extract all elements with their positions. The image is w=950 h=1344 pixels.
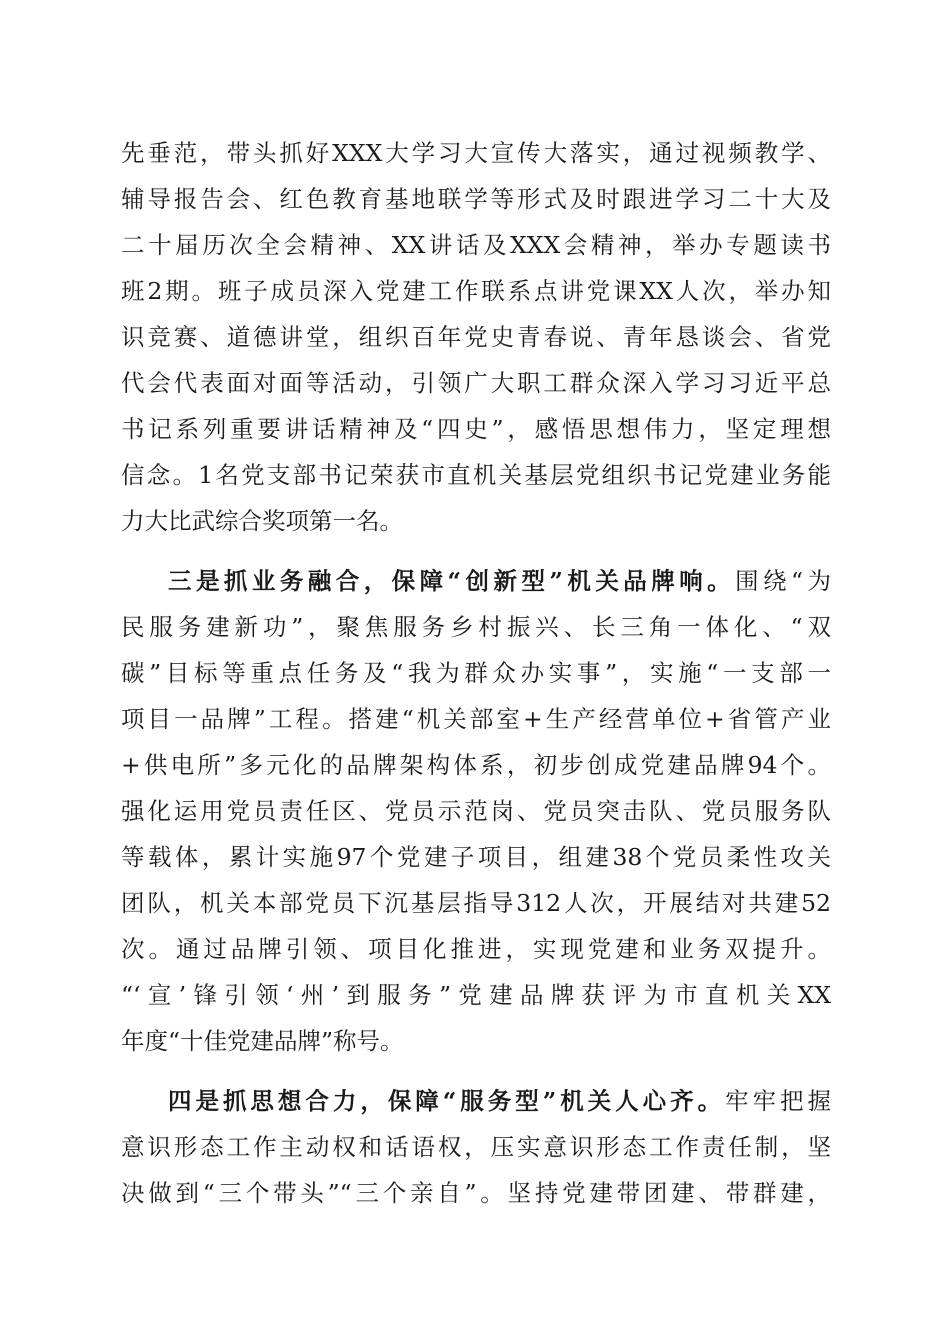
paragraph-2 bbox=[121, 558, 831, 1064]
paragraph-line: 年度“十佳党建品牌”称号。 bbox=[121, 1027, 404, 1055]
paragraph-line: 二十届历次全会精神、XX讲话及XXX会精神，举办专题读书 bbox=[121, 231, 831, 259]
paragraph-line: 辅导报告会、红色教育基地联学等形式及时跟进学习二十大及 bbox=[121, 185, 831, 213]
paragraph-line: 等载体，累计实施97个党建子项目，组建38个党员柔性攻关 bbox=[121, 843, 831, 871]
paragraph-line: 识竞赛、道德讲堂，组织百年党史青春说、青年恳谈会、省党 bbox=[121, 323, 831, 351]
document-body bbox=[121, 130, 831, 1216]
paragraph-line: 班2期。班子成员深入党建工作联系点讲党课XX人次，举办知 bbox=[121, 277, 831, 305]
paragraph-line: 民服务建新功”，聚焦服务乡村振兴、长三角一体化、“双 bbox=[121, 613, 831, 641]
paragraph-line: 次。通过品牌引领、项目化推进，实现党建和业务双提升。 bbox=[121, 935, 831, 963]
paragraph-1 bbox=[121, 130, 831, 544]
paragraph-line: 代会代表面对面等活动，引领广大职工群众深入学习习近平总 bbox=[121, 369, 831, 397]
paragraph-text: 围绕“为 bbox=[735, 567, 831, 595]
paragraph-line: 决做到“三个带头”“三个亲自”。坚持党建带团建、带群建， bbox=[121, 1179, 831, 1207]
paragraph-line: 信念。1名党支部书记荣获市直机关基层党组织书记党建业务能 bbox=[121, 461, 831, 489]
paragraph-line: 力大比武综合奖项第一名。 bbox=[121, 507, 403, 535]
paragraph-line: +供电所”多元化的品牌架构体系，初步创成党建品牌94个。 bbox=[121, 751, 831, 779]
paragraph-line: 先垂范，带头抓好XXX大学习大宣传大落实，通过视频教学、 bbox=[121, 139, 831, 167]
section-heading: 四是抓思想合力，保障“服务型”机关人心齐。 bbox=[168, 1087, 726, 1115]
paragraph-line: 碳”目标等重点任务及“我为群众办实事”，实施“一支部一 bbox=[121, 659, 831, 687]
paragraph-first-line bbox=[121, 558, 831, 604]
paragraph-first-line bbox=[121, 1078, 831, 1124]
paragraph-line: 书记系列重要讲话精神及“四史”，感悟思想伟力，坚定理想 bbox=[121, 415, 831, 443]
paragraph-line: 强化运用党员责任区、党员示范岗、党员突击队、党员服务队 bbox=[121, 797, 831, 825]
section-heading: 三是抓业务融合，保障“创新型”机关品牌响。 bbox=[168, 567, 736, 595]
paragraph-line: 意识形态工作主动权和话语权，压实意识形态工作责任制，坚 bbox=[121, 1133, 831, 1161]
paragraph-text: 牢牢把握 bbox=[725, 1087, 831, 1115]
paragraph-line: “‘宣’锋引领‘州’到服务”党建品牌获评为市直机关XX bbox=[121, 981, 831, 1009]
paragraph-3 bbox=[121, 1078, 831, 1216]
paragraph-line: 团队，机关本部党员下沉基层指导312人次，开展结对共建52 bbox=[121, 889, 831, 917]
paragraph-line: 项目一品牌”工程。搭建“机关部室+生产经营单位+省管产业 bbox=[121, 705, 831, 733]
